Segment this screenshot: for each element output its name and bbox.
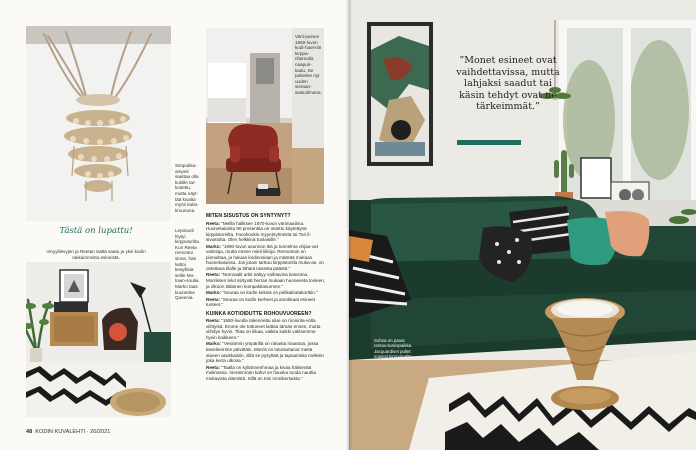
quote-accent-bar: [457, 140, 521, 145]
section-heading-2: KUINKA KOTIOIDUTTE ROHOUVUOREEN?: [206, 310, 312, 317]
record-corner-photo: [26, 262, 171, 417]
magazine-issue: KODIN KUVALEHTI · 20/2021: [35, 429, 111, 435]
sofa-caption: Sohva on paras rentou-tumispaikka. Jacquardiset pullet sopivat kirpputorilta.: [374, 338, 414, 360]
living-caption: Vitrii-puinen 1960-luvun kodi-haet-tiin kirppa-riltamalla naapuri-kadu. Se palvelee nyt uuden vieraan- saskoilmana.: [295, 34, 322, 95]
article-paragraph: Reeta: ”Normaalit arkit näkyy vaihtavina kasvoina. Morriksen lelut siirtyvät herran mukaan huoneesta toiseen, ja olkoon tällainen kompaktiasumme.”: [206, 272, 325, 289]
page-folio: [26, 429, 110, 435]
article-body: [206, 214, 326, 382]
article-paragraph: Reeta: ”Taalla on kyltännenhmaa ja kivaa hälisevää melinassa. Vieräimmän kahvi on hauska tuoda nauttia mukavista elämistä. Sillä on tosi monikertaista.”: [206, 364, 316, 381]
page-number: 48: [26, 429, 33, 435]
pull-quote: ”Monet esineet ovat vaihdettavissa, mutta lahjaksi saadut tai käsin tehdyt ovat ne tärkeimmät.”: [456, 55, 560, 112]
subhead-title: Tästä on lupattu!: [59, 226, 133, 236]
lamp-caption: Simpukka-ampeli saattaa olla kukille tar-koitettu, mutta näyt-tää kivalta myös katto-kruununa.: [175, 163, 199, 213]
article-paragraph: Reeta: ”1950-luvulla rakennettu alue on moninta-volla viihtyisä. Emme ole tottuneet laittaa tämän ennen, mutta viihdyn hyvin. Tilaa on liikaa, vaikka kaikki valitsemme hyvin kaikkeen.”: [206, 318, 321, 340]
bench-caption: Lepotuoli löytyi kirpputorilta. Kun Reeta remontoi sinne, hän laittoi kesyllisiä seille Mo-town-soulia. Marko taas kuuntelee Queenia.: [175, 228, 201, 301]
living-room-photo: [206, 28, 292, 204]
page-gutter: [346, 0, 352, 450]
shell-lamp-photo: [26, 26, 171, 221]
article-paragraph: Reeta: ”Meillä hallitsee 1970-luvun värimaailma. Huonekaluista 90 prosenttia on ostettu käytettynä kirppistoreilta, Facebookin myyntiryhmistä tai Tori.fi-sivustolta. Olen helkkinä tuolaisille.”: [206, 220, 312, 243]
article-paragraph: Marko: ”1990-luvun asunnon ikä ja tunnelma ohjaa-vat valintoja, mutta emme mieti liikoja. Remontoin en pinnoittaa, ja haluan kodinosiaan ja määrää mukaan huonekaluissa. Jos jotain tarttuu kirppistorilla muka-an, on ostettava tilalle ja lähteä toisesta päästä.”: [206, 243, 324, 271]
article-paragraph: Marko: ”Seuraa on kodin keksiä on pelikaliratakorttiin.”: [206, 290, 318, 296]
article-paragraph: Marko: ”Vesiiörnin ympärillä on rakasta maastoa, jossa käveleemme päivittäin. Morris on tutustuttanut meitä alueen asukkaisiin, sillä se pysyttää ja tapaamisia melkein joka kerta ulkona.”: [206, 341, 324, 364]
subhead-lead: Vinyylilevyjen ja Reetan isältä saatu ja yksi kodin rakkaimmista esineistä.: [46, 249, 146, 260]
article-paragraph: Reeta: ”Seuraa on kodin kerheet ja arvokkaat esineet tunteet.”: [206, 296, 316, 308]
section-heading-1: MITEN SISUSTUS ON SYNTYNYT?: [206, 213, 291, 219]
